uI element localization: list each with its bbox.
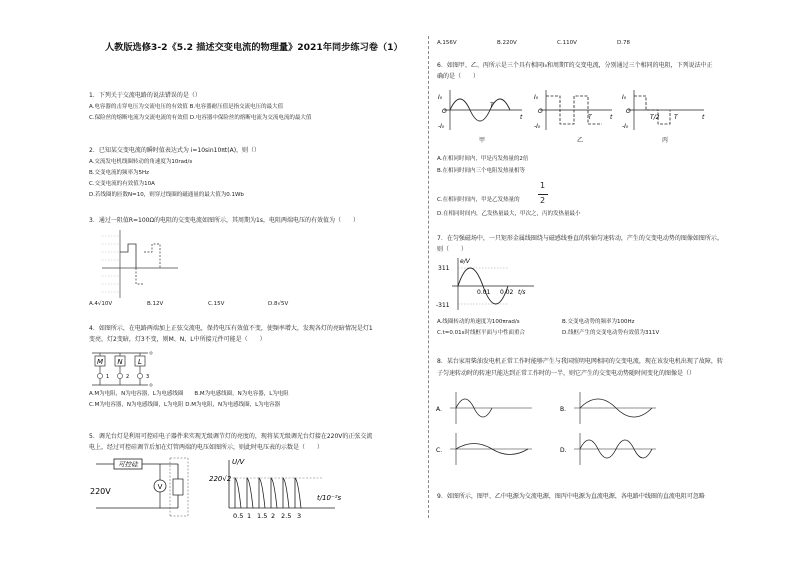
question-3-option-d: D.8√5V	[268, 301, 289, 307]
q5-tick-3: 3	[297, 512, 302, 520]
question-2-option-c: C.交变电流的有效值为10A	[89, 181, 155, 187]
question-7-stem-line2: 则（ ）	[437, 246, 468, 253]
svg-text:B.: B.	[560, 406, 567, 413]
question-3-option-b: B.12V	[147, 301, 164, 307]
question-2-option-b: B.交变电流的频率为5Hz	[89, 170, 150, 176]
svg-text:T: T	[588, 114, 592, 121]
question-1-option-cd: C.保险丝的熔断电流为交流电流的有效值 D.电容器中保险丝的熔断电流为交流电流的最大值	[89, 115, 312, 121]
question-6-option-d: D.在相同时间内，乙发热量最大，甲次之，丙的发热量最小	[437, 211, 581, 217]
question-6-option-a: A.在相同时间内，甲是丙发热量的2倍	[437, 156, 529, 162]
voltmeter-label: V	[157, 483, 163, 491]
question-4-circuit	[90, 350, 154, 388]
page-title: 人教版选修3-2《5.2 描述交变电流的物理量》2021年同步练习卷（1）	[105, 42, 403, 53]
question-9-stem: 9．如图所示，图甲、乙中电源为交流电源，图丙中电源为直流电源，各电路中线圈的直流电阻可忽略	[437, 493, 705, 500]
question-3-option-c: C.15V	[208, 301, 225, 307]
question-1-stem: 1．下列关于交流电路的说法错误的是（）	[89, 92, 201, 99]
question-7-stem-line1: 7．在匀强磁场中，一只矩形金属线圈绕与磁感线垂直的转轴匀速转动，产生的交变电动势的图像如图所示。	[437, 235, 723, 242]
lamp-1-label: 1	[106, 374, 110, 380]
question-5-circuit	[90, 454, 202, 522]
question-4-stem-line2: 变亮，灯2变暗，灯3不变，则M、N、L中所接元件可能是（ ）	[89, 336, 266, 343]
question-8-option-b-graph	[560, 390, 660, 426]
question-7-option-a: A.线圈转动的角速度为100πrad/s	[437, 319, 520, 325]
svg-text:-I₀: -I₀	[622, 123, 629, 130]
question-3-stem: 3．通过一阻值R=100Ω的电阻的交变电流如图所示，其周期为1s，电阻两端电压的有效值为（ ）	[89, 217, 359, 224]
question-2-option-a: A.交流发电机线圈转动的角速度为10rad/s	[89, 159, 193, 165]
column-divider	[428, 36, 429, 518]
q7-trough-label: -311	[436, 302, 450, 309]
question-6-stem-line1: 6．如图甲、乙、丙所示是三个具有相同I₀和周期T的交变电流，分别通过三个相同的电阻，下列说法中正	[437, 62, 713, 69]
fraction-numerator: 1	[540, 181, 546, 190]
question-3-current-graph	[92, 228, 182, 300]
question-6-option-b: B.在相同时间内三个电阻发热量相等	[437, 168, 526, 174]
q7-tick-001: 0.01	[477, 289, 491, 296]
svg-text:T: T	[490, 102, 494, 109]
svg-text:-I₀: -I₀	[534, 123, 541, 130]
question-4-stem-line1: 4．如图所示，在电路两端加上正弦交流电，保持电压有效值不变，使频率增大，发现各灯的亮暗情况是灯1	[89, 325, 373, 332]
question-7-option-c: C.t=0.01s时线框平面与中性面重合	[437, 330, 525, 336]
supply-voltage-label: 220V	[90, 487, 111, 496]
question-1-option-ab: A.电容器的击穿电压为交流电压的有效值 B.电容器耐压值是指交流电压的最大值	[89, 104, 284, 110]
q5-peak-label: 220√2	[209, 475, 232, 483]
question-8-option-a-graph	[436, 390, 536, 426]
svg-text:D.: D.	[560, 447, 567, 454]
question-6-stem-line2: 确的是（ ）	[437, 73, 480, 80]
svg-text:C.: C.	[436, 447, 443, 454]
svg-text:t: t	[702, 114, 705, 121]
question-6-graph-bing	[622, 88, 708, 132]
q5-tick-2: 2	[271, 512, 276, 520]
fraction-denominator: 2	[540, 196, 546, 205]
lamp-2-label: 2	[126, 374, 130, 380]
question-6-graph-yi	[534, 88, 616, 132]
prev-option-c: C.110V	[557, 40, 577, 46]
svg-text:I₀: I₀	[534, 94, 539, 101]
question-8-option-c-graph	[436, 431, 536, 467]
question-5-stem-line1: 5．调光台灯是利用可控硅电子器件来实现无级调节灯的亮度的，现将某无级调光台灯接在220V的正弦交流	[89, 433, 373, 440]
question-6-graph-jia	[438, 88, 528, 132]
svg-text:t: t	[610, 114, 613, 121]
question-5-voltage-graph	[209, 456, 342, 522]
question-4-option-cd: C.M为电容器，N为电感线圈，L为电阻 D.M为电阻，N为电感线圈，L为电容器	[89, 402, 281, 408]
q5-tick-1: 1	[247, 512, 252, 520]
svg-text:I₀: I₀	[622, 94, 627, 101]
question-8-option-d-graph	[560, 431, 660, 467]
question-8-stem-line1: 8．某台家用柴油发电机正常工作时能够产生与我国照明电网相同的交变电流，现在该发电机出现了故障，转	[437, 358, 723, 365]
q5-axis-u-label: U/V	[232, 458, 245, 466]
q5-axis-t-label: t/10⁻²s	[317, 494, 342, 502]
question-6-option-c: C.在相同时间内，甲是乙发热量的	[437, 197, 520, 203]
question-2-option-d: D.若线圈的匝数N=10，则穿过线圈的磁通量的最大值为0.1Wb	[89, 192, 244, 198]
component-m-label: M	[96, 358, 104, 366]
q5-tick-0-5: 0.5	[233, 512, 244, 520]
question-8-stem-line2: 子匀速转动时的转速只能达到正常工作时的一半，则它产生的交变电动势随时间变化的图像是（）	[437, 370, 696, 377]
q7-axis-t-label: t/s	[518, 289, 526, 296]
svg-text:O: O	[538, 108, 543, 115]
question-7-option-b: B.交变电动势的频率为100Hz	[562, 319, 635, 325]
q7-tick-002: 0.02	[500, 289, 514, 296]
q5-tick-2-5: 2.5	[281, 512, 292, 520]
thyristor-label: 可控硅	[118, 460, 138, 469]
svg-text:O: O	[626, 108, 631, 115]
question-7-option-d: D.线框产生的交变电动势有效值为311V	[562, 330, 660, 336]
svg-text:T/2: T/2	[650, 114, 660, 121]
q5-tick-1-5: 1.5	[257, 512, 268, 520]
svg-text:I₀: I₀	[438, 94, 443, 101]
svg-text:O: O	[442, 108, 447, 115]
prev-option-b: B.220V	[497, 40, 517, 46]
q7-peak-label: 311	[438, 265, 450, 272]
svg-text:-I₀: -I₀	[438, 123, 445, 130]
question-3-option-a: A.4√10V	[89, 301, 113, 307]
q7-axis-e-label: e/V	[460, 258, 470, 265]
lamp-3-label: 3	[146, 374, 150, 380]
question-7-emf-graph	[438, 256, 538, 312]
prev-option-d: D.78	[617, 40, 630, 46]
component-n-label: N	[117, 358, 123, 366]
caption-bing: 丙	[662, 137, 669, 144]
question-5-stem-line2: 电上，经过可控硅调节后加在灯管两端的电压如图所示，则此时电压表的示数是（ ）	[89, 444, 324, 451]
svg-text:A.: A.	[436, 406, 442, 413]
svg-text:T: T	[674, 114, 678, 121]
caption-yi: 乙	[577, 137, 584, 144]
question-2-stem: 2．已知某交变电流的瞬时值表达式为 i=10sin10πt(A)，则（）	[89, 147, 261, 154]
prev-option-a: A.156V	[437, 40, 457, 46]
component-l-label: L	[138, 358, 142, 366]
caption-jia: 甲	[479, 137, 486, 144]
question-4-option-ab: A.M为电阻，N为电容器，L为电感线圈 B.M为电感线圈，N为电容器，L为电阻	[89, 391, 289, 397]
svg-text:t: t	[520, 114, 523, 121]
fraction-bar	[538, 194, 548, 195]
